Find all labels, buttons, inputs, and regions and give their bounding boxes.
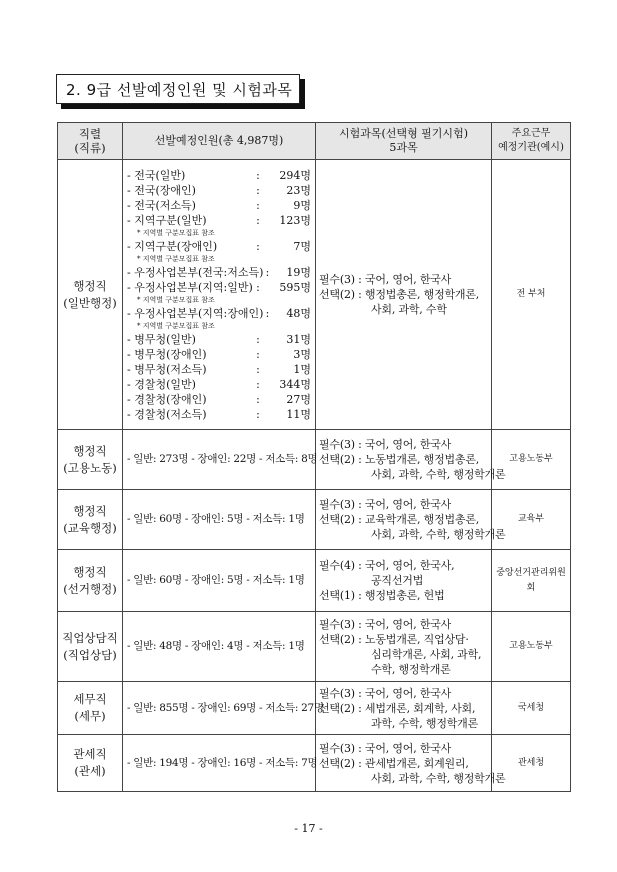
quota-label: - 병무청(일반) [127,332,196,346]
quota-colon: : [256,362,260,376]
quota-value: 48명 [286,306,311,320]
job-job-line1: 관세직 [73,747,107,761]
quota-line [127,213,315,228]
quota-label: - 지역구분(일반) [127,213,207,227]
subject-line: 선택(2) : 노동법개론, 행정법총론, [319,453,480,466]
quota-label: - 병무청(저소득) [127,362,207,376]
header-agency [492,123,571,160]
header-agency-line1: 주요근무 [511,128,551,139]
page-number: - 17 - [294,822,323,835]
header-job [58,123,123,160]
quota-colon: : [256,183,260,197]
job-cell [58,160,123,430]
table-row [58,682,571,735]
subject-line: 심리학개론, 사회, 과학, [371,647,482,661]
recruitment-table [57,122,571,792]
quota-colon: : [256,332,260,346]
quota-value: 7명 [293,239,311,253]
quota-colon: : [256,198,260,212]
job-cell [58,682,123,735]
quota-label: - 전국(장애인) [127,183,196,197]
subject-line: 필수(4) : 국어, 영어, 한국사, [319,559,455,572]
quota-label: - 전국(일반) [127,168,186,182]
quota-value: 123명 [279,213,311,227]
job-job-line2: (직업상담) [63,647,117,662]
quota-label: - 경찰청(저소득) [127,407,207,421]
quota-label: - 우정사업본부(지역:장애인) [127,306,264,320]
quota-note: * 지역별 구분모집표 참조 [137,295,215,304]
subjects-cell [316,160,492,430]
job-job-line1: 세무직 [73,692,107,706]
job-job-line1: 행정직 [73,503,107,518]
table-row [58,550,571,612]
agency-cell: 중앙선거관리위원회 [492,550,571,612]
quota-label: - 우정사업본부(전국:저소득) [127,265,264,279]
quota-line [127,407,315,422]
subject-line: 선택(2) : 노동법개론, 직업상담· [319,632,469,646]
quota-colon: : [256,377,260,391]
subject-line: 사회, 과학, 수학 [371,303,447,316]
job-job-line1: 행정직 [73,564,107,579]
quota-note: * 지역별 구분모집표 참조 [137,254,215,263]
subjects-cell [316,550,492,612]
subject-line: 사회, 과학, 수학, 행정학개론 [371,528,506,541]
job-cell [58,612,123,682]
quota-label: - 경찰청(장애인) [127,392,207,406]
subject-line: 수학, 행정학개론 [371,662,451,676]
table-row [58,735,571,792]
table-row [58,430,571,490]
job-job-line2: (고용노동) [63,460,117,475]
table-header-row [58,123,571,160]
subject-line: 선택(1) : 행정법총론, 헌법 [319,589,445,602]
quota-cell [123,735,316,792]
subject-line: 필수(3) : 국어, 영어, 한국사 [319,741,452,755]
quota-line [127,347,315,362]
job-job-line1: 행정직 [73,278,107,293]
quota-label: - 우정사업본부(지역:일반) [127,280,253,294]
quota-line [127,280,315,295]
quota-summary: - 일반: 60명 - 장애인: 5명 - 저소득: 1명 [127,574,305,586]
agency-cell: 고용노동부 [492,430,571,490]
subject-line: 필수(3) : 국어, 영어, 한국사 [319,273,452,286]
quota-line [127,332,315,347]
quota-value: 23명 [286,183,311,197]
quota-cell [123,682,324,735]
quota-cell [123,430,316,490]
header-agency-line2: 예정기관(예시) [498,142,564,153]
quota-cell [123,490,316,550]
header-job-line2: (직류) [74,141,106,155]
subject-line: 선택(2) : 교육학개론, 행정법총론, [319,513,480,526]
quota-label: - 지역구분(장애인) [127,239,218,253]
job-cell [58,430,123,490]
quota-value: 11명 [286,407,311,421]
quota-cell [123,612,316,682]
quota-summary: - 일반: 48명 - 장애인: 4명 - 저소득: 1명 [127,640,305,652]
subject-line: 과학, 수학, 행정학개론 [371,716,479,730]
quota-value: 595명 [279,280,311,294]
quota-value: 3명 [293,347,311,361]
subject-line: 사회, 과학, 수학, 행정학개론 [371,468,506,481]
quota-colon: : [256,407,260,421]
quota-line [127,198,315,213]
subject-line: 필수(3) : 국어, 영어, 한국사 [319,686,452,700]
job-cell [58,490,123,550]
section-title: 2. 9급 선발예정인원 및 시험과목 [56,74,300,104]
quota-colon: : [256,280,260,294]
quota-line [127,265,315,280]
header-subjects-line1: 시험과목(선택형 필기시험) [339,127,468,140]
quota-summary: - 일반: 60명 - 장애인: 5명 - 저소득: 1명 [127,513,305,525]
quota-colon: : [265,265,270,279]
table-row [58,612,571,682]
quota-line [127,168,315,183]
job-cell [58,735,123,792]
quota-line [127,306,315,321]
quota-label: - 병무청(장애인) [127,347,207,361]
quota-note: * 지역별 구분모집표 참조 [137,228,215,237]
agency-cell: 전 부처 [492,160,571,430]
quota-colon: : [256,392,260,406]
job-job-line2: (일반행정) [63,295,117,310]
quota-colon: : [256,239,260,253]
agency-cell: 관세청 [492,735,571,792]
subject-line: 선택(2) : 세법개론, 회계학, 사회, [319,701,476,715]
quota-value: 27명 [286,392,311,406]
subject-line: 필수(3) : 국어, 영어, 한국사 [319,617,452,631]
job-job-line1: 직업상담직 [62,630,118,645]
agency-cell: 고용노동부 [492,612,571,682]
job-job-line1: 행정직 [73,443,107,458]
agency-cell: 교육부 [492,490,571,550]
job-job-line2: (세무) [74,709,106,723]
quota-colon: : [256,347,260,361]
quota-line [127,183,315,198]
job-job-line2: (선거행정) [63,581,117,596]
subjects-cell [316,490,506,550]
quota-summary: - 일반: 855명 - 장애인: 69명 - 저소득: 27명 [127,701,324,714]
job-cell [58,550,123,612]
table-row [58,160,571,430]
quota-colon: : [265,306,270,320]
quota-line [127,377,315,392]
quota-value: 1명 [293,362,311,376]
quota-colon: : [256,168,260,182]
quota-line [127,362,315,377]
subject-line: 필수(3) : 국어, 영어, 한국사 [319,498,452,511]
subject-line: 사회, 과학, 수학, 행정학개론 [371,771,506,785]
header-quota: 선발예정인원(총 4,987명) [123,123,316,160]
quota-summary: - 일반: 273명 - 장애인: 22명 - 저소득: 8명 [127,453,318,465]
quota-cell [123,160,316,430]
header-subjects [316,123,492,160]
quota-value: 344명 [279,377,311,391]
job-job-line2: (교육행정) [63,520,117,535]
subject-line: 필수(3) : 국어, 영어, 한국사 [319,438,452,451]
subject-line: 선택(2) : 행정법총론, 행정학개론, [319,288,480,301]
subjects-cell [316,682,492,735]
subject-line: 선택(2) : 관세법개론, 회계원리, [319,756,469,770]
quota-cell [123,550,316,612]
quota-summary: - 일반: 194명 - 장애인: 16명 - 저소득: 7명 [127,756,318,769]
quota-value: 294명 [279,168,311,182]
subjects-cell [316,612,492,682]
quota-value: 19명 [286,265,311,279]
quota-line [127,239,315,254]
quota-line [127,392,315,407]
subject-line: 공직선거법 [371,574,424,587]
quota-value: 9명 [293,198,311,212]
table-row [58,490,571,550]
quota-note: * 지역별 구분모집표 참조 [137,321,215,330]
job-job-line2: (관세) [74,764,106,778]
subjects-cell [316,430,506,490]
quota-value: 31명 [286,332,311,346]
header-subjects-line2: 5과목 [389,141,418,154]
subjects-cell [316,735,506,792]
quota-label: - 경찰청(일반) [127,377,196,391]
quota-label: - 전국(저소득) [127,198,196,212]
agency-cell: 국세청 [492,682,571,735]
header-job-line1: 직렬 [78,127,102,141]
quota-colon: : [256,213,260,227]
